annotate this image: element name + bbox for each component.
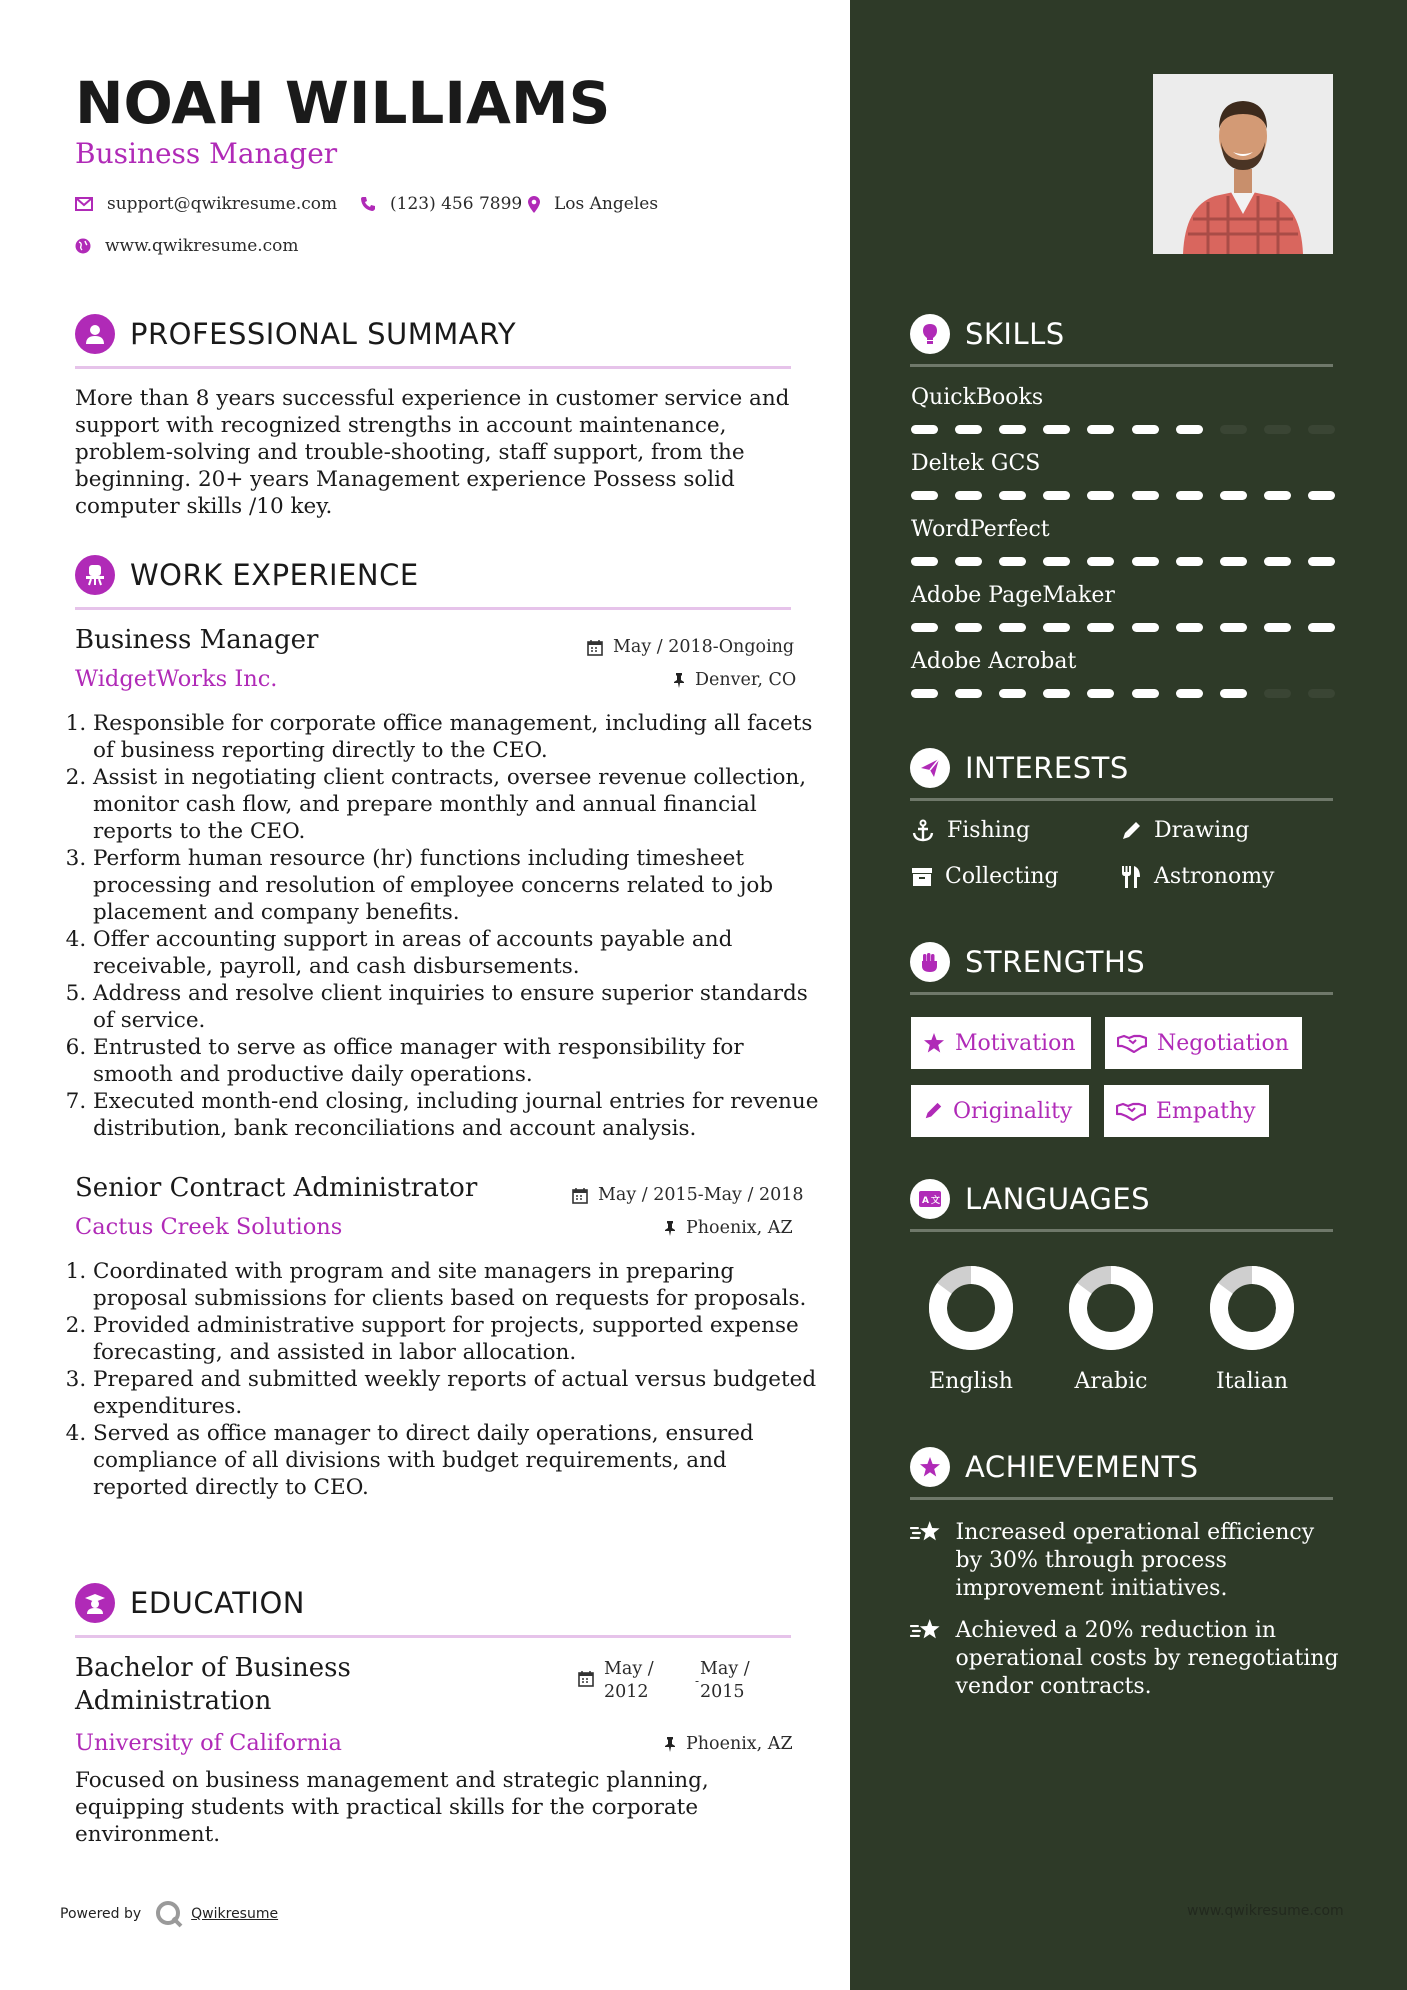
skill-level-segment	[999, 623, 1026, 632]
skill-level-segment	[1087, 689, 1114, 698]
experience-heading: WORK EXPERIENCE	[130, 558, 419, 592]
duty-item: 3. Prepared and submitted weekly reports of actual versus budgeted expenditures.	[93, 1366, 823, 1420]
edu-location-text: Phoenix, AZ	[686, 1734, 793, 1754]
achievements-heading: ACHIEVEMENTS	[965, 1450, 1199, 1484]
skill-bar-2	[911, 557, 1335, 566]
degree-line-1: Bachelor of Business	[75, 1653, 351, 1683]
contact-location	[528, 192, 658, 216]
archive-icon	[911, 866, 933, 888]
strength-motivation	[911, 1017, 1091, 1069]
achievement-item-2	[910, 1617, 1340, 1701]
skill-level-segment	[1264, 425, 1291, 434]
edu-end-year: 2015	[700, 1682, 745, 1702]
interest-label: Fishing	[947, 818, 1031, 843]
skill-bar-4	[911, 689, 1335, 698]
summary-heading: PROFESSIONAL SUMMARY	[130, 317, 517, 351]
skill-bar-3	[911, 623, 1335, 632]
achievement-item-1	[910, 1519, 1340, 1603]
lang-name-italian: Italian	[1215, 1369, 1288, 1394]
school-name: University of California	[75, 1730, 342, 1756]
skill-name-0: QuickBooks	[911, 385, 1044, 410]
email-text: support@qwikresume.com	[107, 194, 338, 214]
job-1-dates	[587, 636, 794, 658]
skill-level-segment	[1043, 623, 1070, 632]
paper-plane-icon	[910, 748, 950, 788]
skill-bar-0	[911, 425, 1335, 434]
strength-label: Motivation	[955, 1030, 1076, 1056]
skill-name-3: Adobe PageMaker	[911, 583, 1115, 608]
skills-heading: SKILLS	[965, 317, 1065, 351]
user-icon	[75, 314, 115, 354]
calendar-icon	[587, 639, 603, 656]
edu-start-month: May /	[604, 1659, 654, 1679]
skill-level-segment	[1087, 557, 1114, 566]
job-2-duties	[70, 1258, 823, 1501]
interest-drawing	[1120, 817, 1249, 845]
edu-start-year: 2012	[604, 1682, 649, 1702]
skill-level-segment	[1043, 491, 1070, 500]
job-1-location	[673, 669, 796, 691]
edu-end-month: May /	[700, 1659, 750, 1679]
calendar-icon	[572, 1187, 588, 1204]
achievements-header	[910, 1443, 1333, 1500]
website-text: www.qwikresume.com	[105, 236, 299, 256]
pin-icon	[664, 1220, 676, 1236]
skill-level-segment	[1264, 491, 1291, 500]
duty-item: 6. Entrusted to serve as office manager with responsibility for smooth and productive daily operations.	[93, 1034, 823, 1088]
job-2-role: Senior Contract Administrator	[75, 1173, 478, 1203]
interest-label: Collecting	[945, 864, 1059, 889]
skill-level-segment	[1308, 557, 1335, 566]
skill-level-segment	[1308, 689, 1335, 698]
star-icon	[923, 1032, 945, 1054]
job-title: Business Manager	[75, 137, 338, 170]
summary-header	[75, 310, 791, 369]
interests-header	[910, 744, 1333, 801]
svg-text:文: 文	[931, 1196, 941, 1206]
job-1-duties	[70, 710, 823, 1142]
skill-level-segment	[1308, 623, 1335, 632]
skill-level-segment	[1264, 623, 1291, 632]
strength-label: Negotiation	[1157, 1030, 1289, 1056]
edu-date-separator: -	[695, 1674, 700, 1688]
degree-line-2: Administration	[75, 1686, 272, 1716]
powered-by-label: Powered by	[60, 1906, 142, 1922]
duty-item: 4. Offer accounting support in areas of accounts payable and receivable, payroll, and cash disbursements.	[93, 926, 823, 980]
location-text: Los Angeles	[554, 194, 659, 214]
job-1-dates-text: May / 2018-Ongoing	[613, 637, 795, 657]
skill-level-segment	[1264, 557, 1291, 566]
skill-level-segment	[955, 623, 982, 632]
skill-level-segment	[1132, 623, 1159, 632]
phone-text: (123) 456 7899	[390, 194, 523, 214]
handshake-icon	[1117, 1033, 1147, 1053]
footer-url[interactable]: www.qwikresume.com	[1187, 1903, 1344, 1919]
interest-astronomy	[1120, 863, 1274, 891]
skill-level-segment	[1176, 623, 1203, 632]
handshake-icon	[1116, 1101, 1146, 1121]
skill-level-segment	[1176, 491, 1203, 500]
utensils-icon	[1120, 865, 1142, 889]
skill-level-segment	[911, 557, 938, 566]
summary-text: More than 8 years successful experience in customer service and support with recognized strengths in account maintenance, problem-solving and trouble-shooting, staff support, from the beginning. 20+ years Management experience Possess solid computer skills /10 key.	[75, 386, 790, 519]
skill-level-segment	[1043, 425, 1070, 434]
lang-name-arabic: Arabic	[1074, 1369, 1148, 1394]
skill-level-segment	[1043, 689, 1070, 698]
contact-email[interactable]	[75, 192, 337, 216]
pin-icon	[664, 1736, 676, 1752]
achievement-text: Increased operational efficiency by 30% through process improvement initiatives.	[955, 1520, 1315, 1601]
duty-item: 2. Provided administrative support for projects, supported expense forecasting, and assisted in labor allocation.	[93, 1312, 823, 1366]
skill-level-segment	[1087, 491, 1114, 500]
star-badge-icon	[910, 1447, 950, 1487]
skill-level-segment	[1043, 557, 1070, 566]
strengths-heading: STRENGTHS	[965, 945, 1146, 979]
skill-level-segment	[1220, 425, 1247, 434]
skill-level-segment	[1264, 689, 1291, 698]
lang-name-english: English	[929, 1369, 1013, 1394]
shooting-star-icon	[910, 1519, 942, 1545]
skill-name-1: Deltek GCS	[911, 451, 1041, 476]
skill-name-2: WordPerfect	[911, 517, 1050, 542]
languages-header	[910, 1175, 1333, 1232]
skill-level-segment	[1220, 689, 1247, 698]
skill-level-segment	[1176, 689, 1203, 698]
job-1-location-text: Denver, CO	[695, 670, 797, 690]
pin-icon	[673, 672, 685, 688]
interest-label: Astronomy	[1154, 864, 1275, 889]
skill-level-segment	[955, 491, 982, 500]
globe-icon	[75, 238, 91, 254]
skill-level-segment	[1220, 491, 1247, 500]
qwikresume-logo-icon	[155, 1900, 183, 1928]
experience-header	[75, 551, 791, 610]
interest-fishing	[911, 817, 1030, 845]
skill-level-segment	[1087, 623, 1114, 632]
graduate-icon	[75, 1583, 115, 1623]
strength-label: Originality	[953, 1098, 1073, 1124]
map-marker-icon	[528, 196, 540, 213]
fist-icon	[910, 942, 950, 982]
skill-level-segment	[999, 425, 1026, 434]
skill-level-segment	[911, 491, 938, 500]
strength-label: Empathy	[1156, 1098, 1256, 1124]
job-2-dates-text: May / 2015-May / 2018	[598, 1185, 804, 1205]
job-2-dates	[572, 1184, 804, 1206]
skill-level-segment	[999, 491, 1026, 500]
skill-level-segment	[1220, 623, 1247, 632]
skill-level-segment	[955, 689, 982, 698]
achievement-text: Achieved a 20% reduction in operational costs by renegotiating vendor contracts.	[955, 1618, 1339, 1699]
skill-level-segment	[1176, 425, 1203, 434]
skill-name-4: Adobe Acrobat	[911, 649, 1077, 674]
duty-item: 5. Address and resolve client inquiries to ensure superior standards of service.	[93, 980, 823, 1034]
skill-level-segment	[1220, 557, 1247, 566]
job-1-role: Business Manager	[75, 625, 319, 655]
skill-level-segment	[1087, 425, 1114, 434]
skill-level-segment	[911, 623, 938, 632]
skill-level-segment	[1176, 557, 1203, 566]
skill-level-segment	[911, 689, 938, 698]
svg-text:A: A	[922, 1196, 929, 1206]
interest-label: Drawing	[1154, 818, 1250, 843]
interests-heading: INTERESTS	[965, 751, 1129, 785]
translate-icon	[910, 1179, 950, 1219]
duty-item: 1. Responsible for corporate office management, including all facets of business reporting directly to the CEO.	[93, 710, 823, 764]
contact-phone[interactable]	[360, 192, 522, 216]
contact-website[interactable]	[75, 234, 299, 258]
briefcase-chair-icon	[75, 555, 115, 595]
strength-empathy	[1104, 1085, 1269, 1137]
skill-level-segment	[1132, 557, 1159, 566]
skill-level-segment	[1308, 425, 1335, 434]
skills-header	[910, 310, 1333, 367]
job-2-location	[664, 1217, 793, 1239]
phone-icon	[360, 196, 376, 212]
interest-collecting	[911, 863, 1059, 891]
envelope-icon	[75, 197, 93, 211]
shooting-star-icon	[910, 1617, 942, 1643]
lang-ring-arabic	[1068, 1265, 1154, 1351]
skill-bar-1	[911, 491, 1335, 500]
job-2-location-text: Phoenix, AZ	[686, 1218, 793, 1238]
lightbulb-icon	[910, 314, 950, 354]
skill-level-segment	[1132, 425, 1159, 434]
education-description: Focused on business management and strategic planning, equipping students with practical skills for the corporate environment.	[75, 1768, 709, 1847]
anchor-icon	[911, 819, 935, 843]
skill-level-segment	[999, 689, 1026, 698]
education-heading: EDUCATION	[130, 1586, 306, 1620]
powered-by	[60, 1900, 278, 1928]
lang-ring-english	[928, 1265, 1014, 1351]
job-1-company: WidgetWorks Inc.	[75, 666, 278, 692]
languages-heading: LANGUAGES	[965, 1182, 1151, 1216]
education-header	[75, 1579, 791, 1638]
profile-photo	[1153, 74, 1333, 254]
skill-level-segment	[1132, 491, 1159, 500]
calendar-icon	[578, 1670, 594, 1687]
skill-level-segment	[999, 557, 1026, 566]
skill-level-segment	[1132, 689, 1159, 698]
pencil-icon	[923, 1101, 943, 1121]
skill-level-segment	[911, 425, 938, 434]
candidate-name: NOAH WILLIAMS	[75, 69, 611, 137]
strengths-header	[910, 938, 1333, 995]
duty-item: 3. Perform human resource (hr) functions including timesheet processing and resolution of employee concerns related to job placement and company benefits.	[93, 845, 823, 926]
skill-level-segment	[1308, 491, 1335, 500]
edu-location	[664, 1733, 793, 1755]
strength-originality	[911, 1085, 1089, 1137]
duty-item: 1. Coordinated with program and site managers in preparing proposal submissions for clients based on requests for proposals.	[93, 1258, 823, 1312]
strength-negotiation	[1105, 1017, 1302, 1069]
skill-level-segment	[955, 425, 982, 434]
duty-item: 2. Assist in negotiating client contracts, oversee revenue collection, monitor cash flow, and prepare monthly and annual financial reports to the CEO.	[93, 764, 823, 845]
skill-level-segment	[955, 557, 982, 566]
duty-item: 4. Served as office manager to direct daily operations, ensured compliance of all divisions with budget requirements, and reported directly to CEO.	[93, 1420, 823, 1501]
duty-item: 7. Executed month-end closing, including journal entries for revenue distribution, bank reconciliations and account analysis.	[93, 1088, 823, 1142]
pencil-icon	[1120, 820, 1142, 842]
qwikresume-link[interactable]: Qwikresume	[191, 1906, 279, 1922]
job-2-company: Cactus Creek Solutions	[75, 1214, 343, 1240]
lang-ring-italian	[1209, 1265, 1295, 1351]
